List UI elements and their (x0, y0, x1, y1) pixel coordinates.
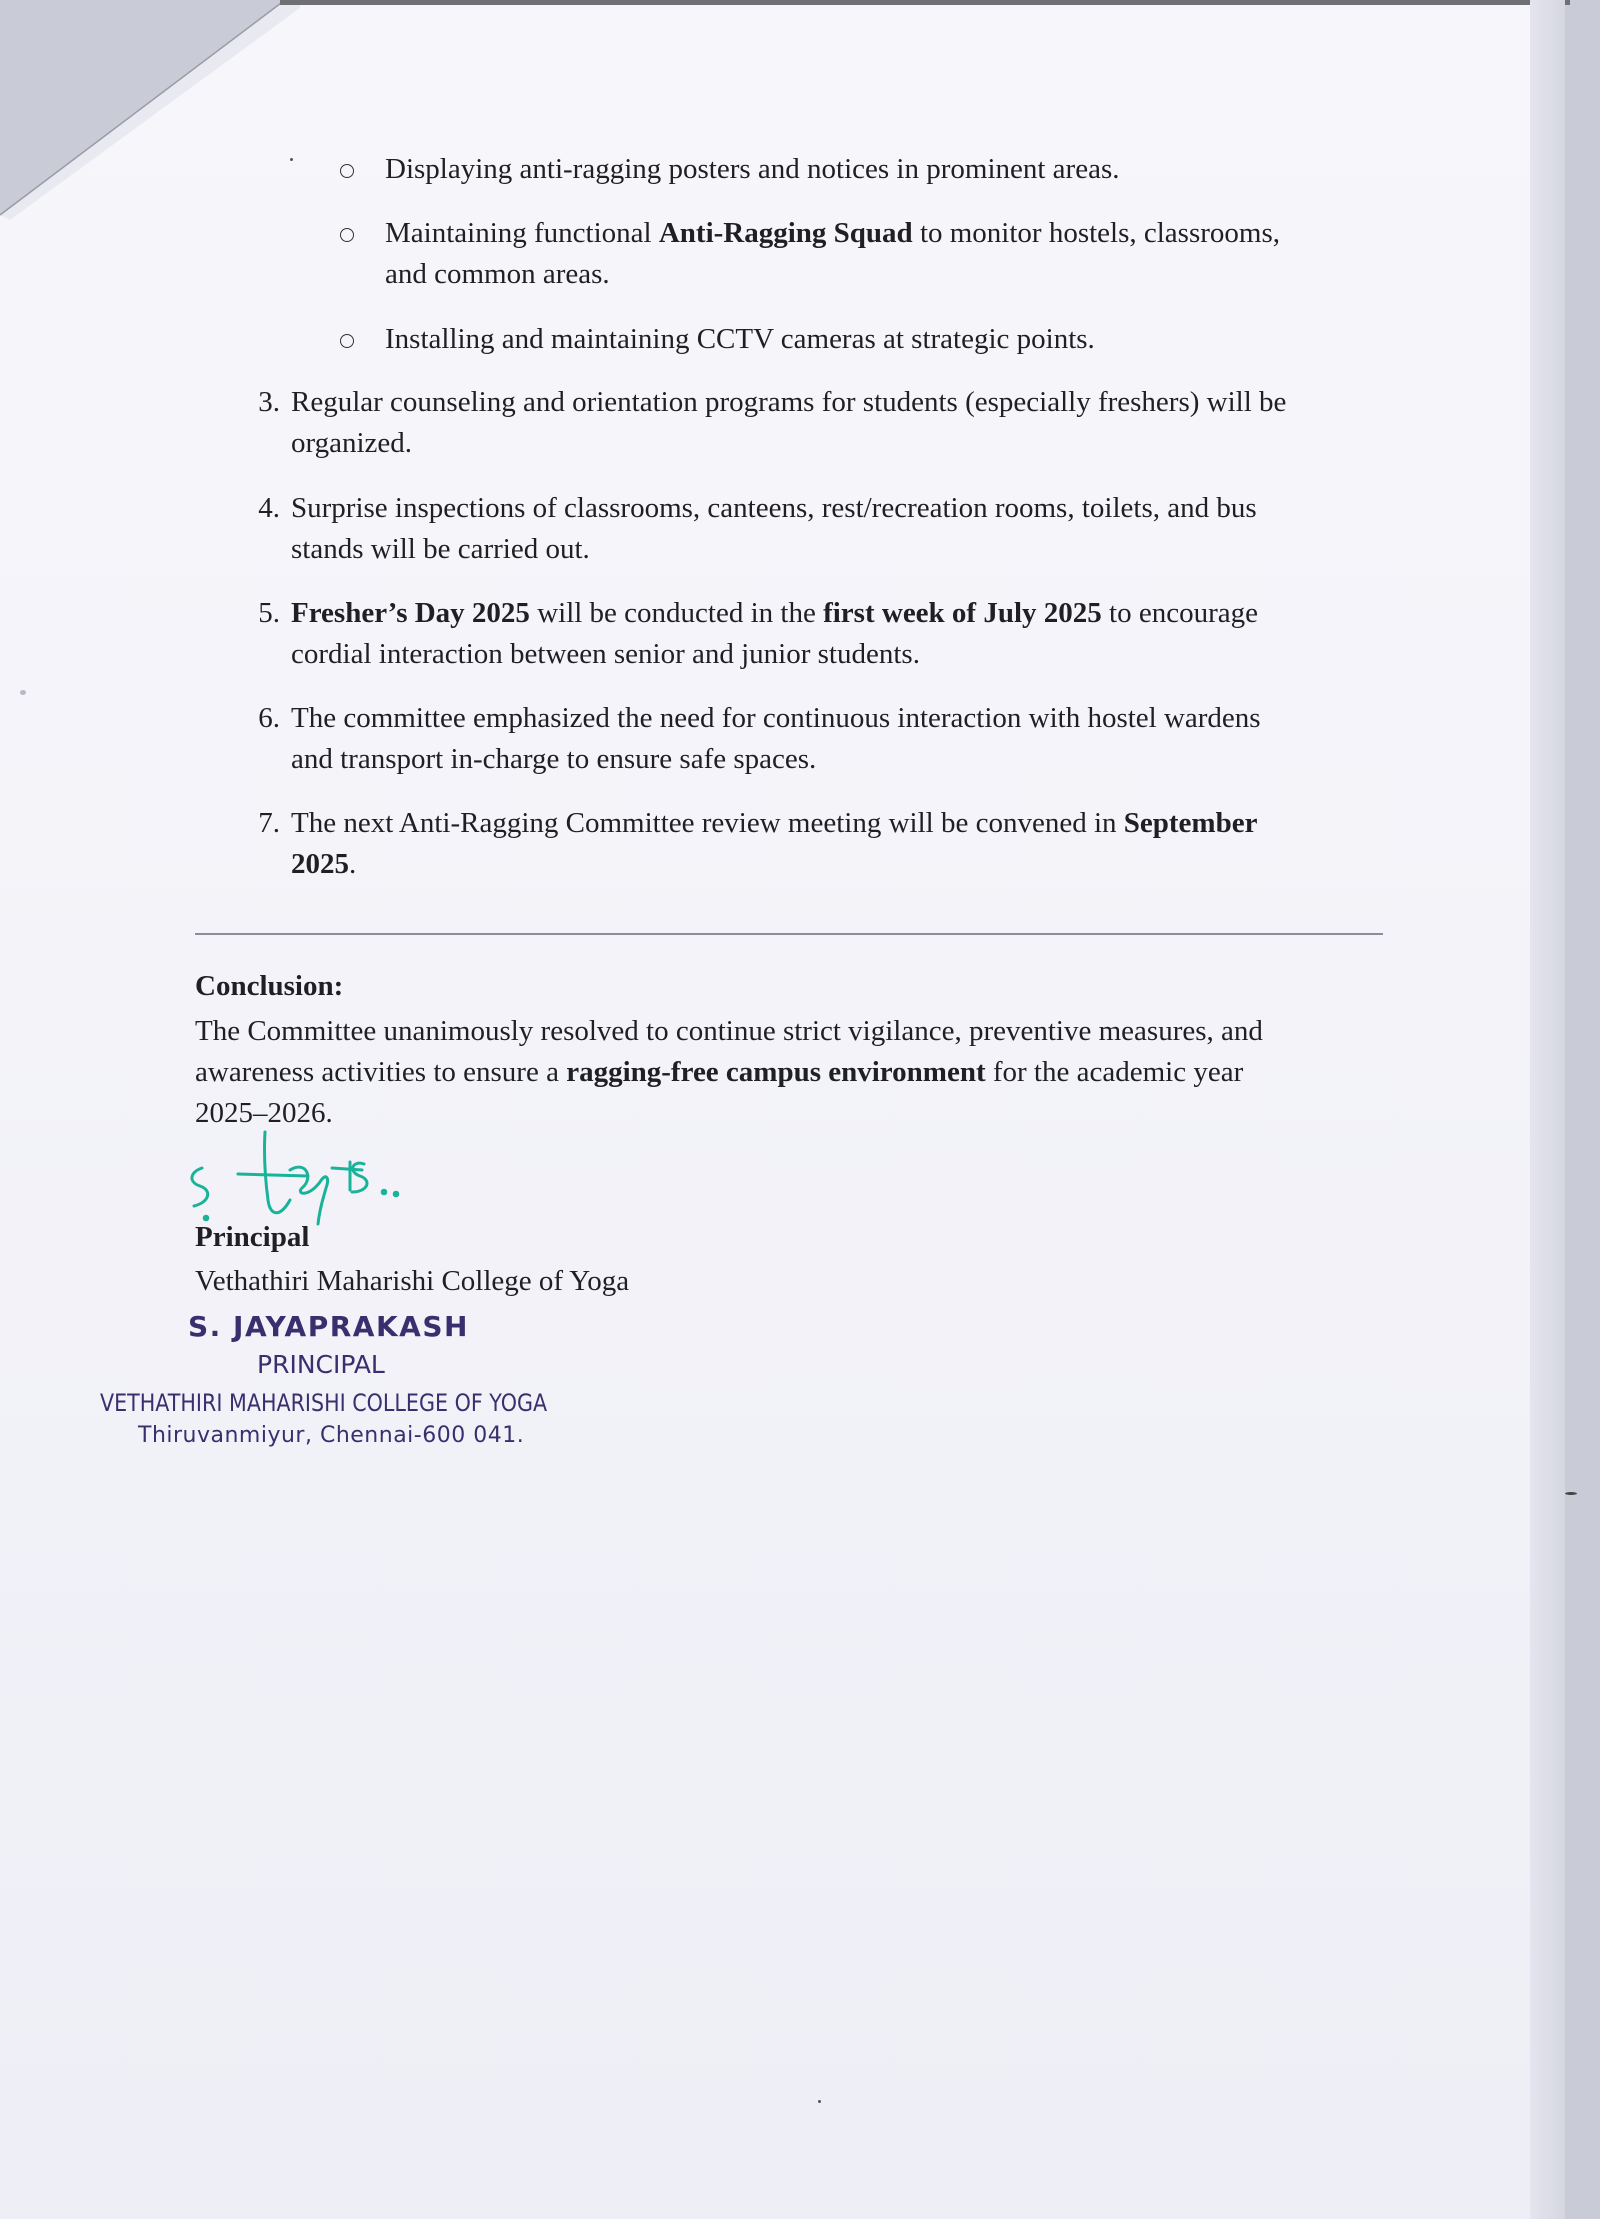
conclusion-heading: Conclusion: (195, 970, 344, 1002)
item-inspections: Surprise inspections of classrooms, canteens, rest/recreation rooms, toilets, and bus stands will be carried out. (291, 492, 1257, 565)
item-number: 4. (258, 492, 280, 524)
bold-term: Anti-Ragging Squad (658, 217, 913, 249)
page-right-edge (1530, 0, 1565, 2219)
page-top-edge (280, 0, 1570, 5)
stamp-institution: VETHATHIRI MAHARISHI COLLEGE OF YOGA (100, 1389, 548, 1417)
sub-item-posters (385, 149, 1385, 190)
principal-stamp (100, 1310, 560, 1460)
stamp-name: S. JAYAPRAKASH (188, 1310, 469, 1343)
folded-corner (0, 0, 300, 220)
item-counseling: Regular counseling and orientation programs for students (especially freshers) will be organized. (291, 386, 1287, 459)
scan-speck (20, 690, 26, 695)
sub-bullet-marker (340, 334, 354, 348)
section-divider (195, 933, 1383, 935)
item-next-meeting: The next Anti-Ragging Committee review meeting will be convened in September 2025. (291, 807, 1258, 880)
item-number: 6. (258, 702, 280, 734)
scan-speck (1565, 1492, 1577, 1495)
sub-item-cctv (385, 319, 1385, 360)
sub-bullet-marker (340, 164, 354, 178)
sub-item-text: Displaying anti-ragging posters and notices in prominent areas. (385, 153, 1120, 185)
scan-speck (290, 158, 293, 161)
conclusion-body: The Committee unanimously resolved to continue strict vigilance, preventive measures, and awareness activities to ensure a ragging-free campus environment for the academic year 2025–2026. (195, 1015, 1263, 1129)
item-number: 3. (258, 386, 280, 418)
signatory-title: Principal (195, 1221, 310, 1253)
scan-speck (818, 2100, 821, 2103)
stamp-address: Thiruvanmiyur, Chennai-600 041. (138, 1423, 525, 1448)
sub-item-text: Installing and maintaining CCTV cameras at strategic points. (385, 323, 1095, 355)
item-interaction: The committee emphasized the need for continuous interaction with hostel wardens and transport in-charge to ensure safe spaces. (291, 702, 1261, 775)
sub-bullet-marker (340, 228, 354, 242)
item-number: 5. (258, 597, 280, 629)
item-number: 7. (258, 807, 280, 839)
stamp-role: PRINCIPAL (257, 1350, 385, 1379)
sub-item-squad: Maintaining functional Anti-Ragging Squad to monitor hostels, classrooms, and common areas. (385, 217, 1281, 290)
item-freshers-day: Fresher’s Day 2025 will be conducted in the first week of July 2025 to encourage cordial interaction between senior and junior students. (291, 597, 1258, 670)
college-name: Vethathiri Maharishi College of Yoga (195, 1265, 630, 1297)
